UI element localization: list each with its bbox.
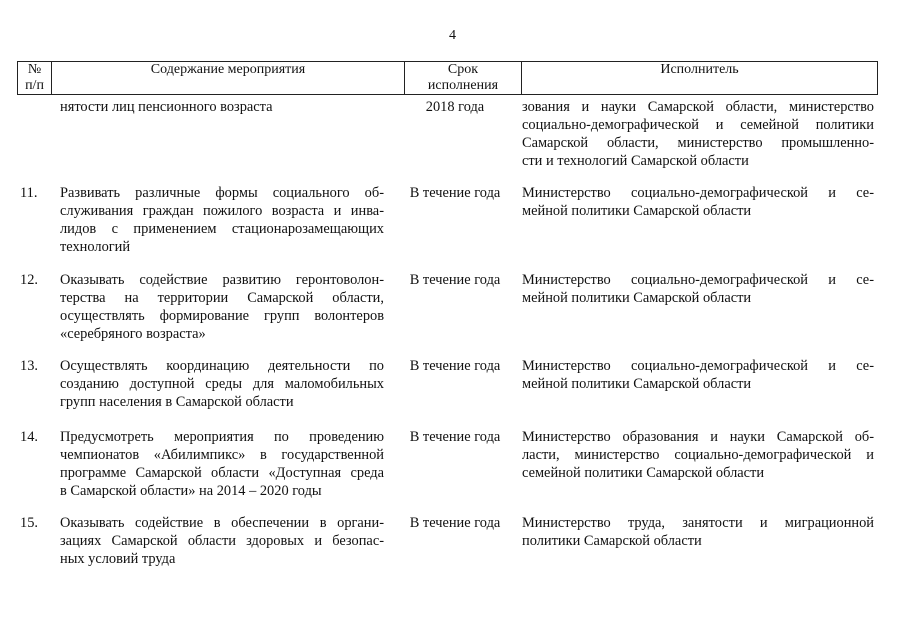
content-line: программе Самарской области «Доступная среда	[60, 465, 384, 481]
row-term: В течение года	[409, 185, 501, 201]
content-line: групп населения в Самарской области	[60, 394, 294, 410]
row-term: 2018 года	[425, 99, 485, 115]
executor-line: Самарской области, министерство промышленно-	[522, 135, 874, 151]
row-number: 12.	[20, 272, 38, 288]
header-num-line: №	[27, 62, 42, 77]
content-line: чемпионатов «Абилимпикс» в государственной	[60, 447, 384, 463]
row-number: 11.	[20, 185, 38, 201]
row-content	[60, 428, 384, 500]
header-content-label: Содержание мероприятия	[150, 62, 306, 77]
header-num-cell	[18, 62, 52, 95]
executor-line: семейной политики Самарской области	[522, 465, 765, 481]
row-executor	[522, 357, 874, 393]
executor-line: зования и науки Самарской области, министерство	[522, 99, 874, 115]
row-term: В течение года	[409, 358, 501, 374]
content-line: ных условий труда	[60, 551, 176, 567]
table-header	[17, 61, 878, 95]
executor-line: ласти, министерство социально-демографической и	[522, 447, 874, 463]
executor-line: Министерство социально-демографической и се-	[522, 272, 874, 288]
row-executor	[522, 514, 874, 550]
row-content	[60, 514, 384, 568]
row-executor	[522, 271, 874, 307]
content-line: Оказывать содействие в обеспечении в органи-	[60, 515, 384, 531]
row-content	[60, 98, 384, 116]
executor-line: мейной политики Самарской области	[522, 376, 752, 392]
header-term-line: исполнения	[427, 78, 499, 93]
executor-line: политики Самарской области	[522, 533, 702, 549]
row-executor	[522, 184, 874, 220]
row-executor	[522, 428, 874, 482]
content-line: нятости лиц пенсионного возраста	[60, 99, 273, 115]
row-term: В течение года	[409, 515, 501, 531]
content-line: осуществлять формирование групп волонтеров	[60, 308, 384, 324]
executor-line: Министерство социально-демографической и се-	[522, 185, 874, 201]
header-num-line: п/п	[25, 78, 44, 93]
content-line: созданию доступной среды для маломобильных	[60, 376, 384, 392]
row-content	[60, 271, 384, 343]
executor-line: мейной политики Самарской области	[522, 203, 752, 219]
content-line: в Самарской области» на 2014 – 2020 годы	[60, 483, 322, 499]
content-line: Оказывать содействие развитию геронтоволон-	[60, 272, 384, 288]
executor-line: Министерство социально-демографической и се-	[522, 358, 874, 374]
executor-line: мейной политики Самарской области	[522, 290, 752, 306]
executor-line: сти и технологий Самарской области	[522, 153, 749, 169]
content-line: служивания граждан пожилого возраста и инва-	[60, 203, 384, 219]
row-term: В течение года	[409, 429, 501, 445]
content-line: «серебряного возраста»	[60, 326, 206, 342]
content-line: Предусмотреть мероприятия по проведению	[60, 429, 384, 445]
header-executor-label: Исполнитель	[660, 62, 739, 77]
page-number: 4	[449, 28, 456, 43]
header-content-cell	[52, 62, 405, 95]
executor-line: социально-демографической и семейной политики	[522, 117, 874, 133]
executor-line: Министерство труда, занятости и миграционной	[522, 515, 874, 531]
row-term: В течение года	[409, 272, 501, 288]
content-line: Осуществлять координацию деятельности по	[60, 358, 384, 374]
row-executor	[522, 98, 874, 170]
row-number: 15.	[20, 515, 38, 531]
row-number: 13.	[20, 358, 38, 374]
content-line: технологий	[60, 239, 131, 255]
content-line: лидов с применением стационарозамещающих	[60, 221, 384, 237]
header-executor-cell	[522, 62, 878, 95]
row-content	[60, 357, 384, 411]
header-term-cell	[405, 62, 522, 95]
row-number: 14.	[20, 429, 38, 445]
row-content	[60, 184, 384, 256]
content-line: Развивать различные формы социального об-	[60, 185, 384, 201]
content-line: зациях Самарской области здоровых и безопас-	[60, 533, 384, 549]
executor-line: Министерство образования и науки Самарской об-	[522, 429, 874, 445]
header-term-line: Срок	[447, 62, 479, 77]
content-line: терства на территории Самарской области,	[60, 290, 384, 306]
